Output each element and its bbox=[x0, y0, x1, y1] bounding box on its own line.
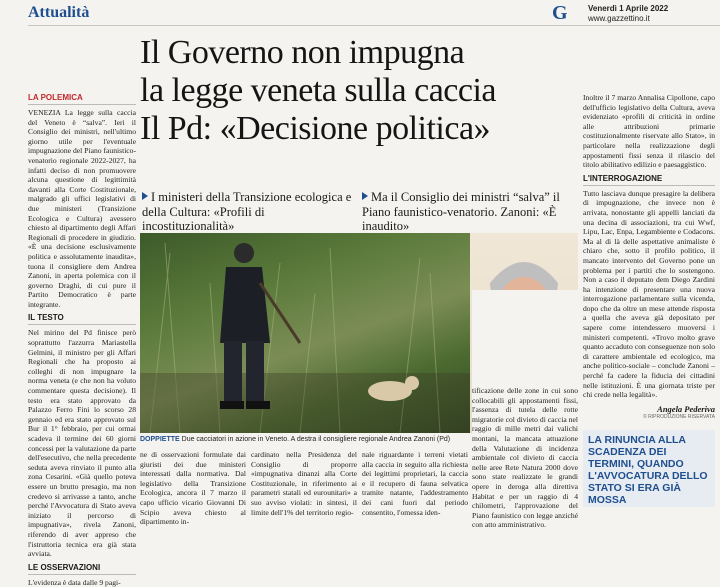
divider bbox=[28, 104, 136, 105]
kicker-testo: IL TESTO bbox=[28, 313, 64, 323]
subhead-left: I ministeri della Transizione ecologica e della Cultura: «Profili di incostituzionalità» bbox=[142, 190, 352, 233]
subhead-right: Ma il Consiglio dei ministri “salva” il Piano faunistico-venatorio. Zanoni: «È inaudito» bbox=[362, 190, 560, 233]
issue-date: Venerdì 1 Aprile 2022 bbox=[588, 4, 669, 13]
hunters-illustration bbox=[140, 233, 470, 433]
paragraph: nale riguardante i terreni vietati alla caccia in seguito alla richiesta dei legittimi proprietari, la caccia e il recupero di fauna selvatica tramite natante, l'addestramento dei cani fuori dal periodo consentito, l'omessa iden- bbox=[362, 450, 468, 517]
headline-line-1: Il Governo non impugna bbox=[140, 34, 465, 71]
header-rule bbox=[28, 25, 720, 26]
kicker-osservazioni: LE OSSERVAZIONI bbox=[28, 562, 101, 572]
paragraph: cardinato nella Presidenza del Consiglio di proporre «impugnativa dinanzi alla Corte Costituzionale, in riferimento ai parametri statali ed eurounitari» a suo avviso violati: in sintesi, il limite dell'1% del territorio regio- bbox=[251, 450, 357, 517]
kicker-polemica: LA POLEMICA bbox=[28, 93, 83, 102]
paragraph: Inoltre il 7 marzo Annalisa Cipollone, capo dell'ufficio legislativo della Cultura, aveva evidenziato «profili di criticità in ordine alle attribuzioni primarie costituzionalmente riservate allo Stato», in particolare nella realizzazione degli appostamenti fissi senza il rilascio del titolo abilitativo edilizio e paesaggistico. bbox=[583, 93, 715, 170]
divider bbox=[28, 574, 136, 575]
headline-line-3: Il Pd: «Decisione politica» bbox=[140, 110, 491, 147]
right-column bbox=[583, 93, 715, 420]
gazzettino-logo: G bbox=[552, 2, 568, 24]
pull-quote: LA RINUNCIA ALLA SCADENZA DEI TERMINI, QUANDO L'AVVOCATURA DELLO STATO SI ERA GIÀ MOSSA bbox=[588, 434, 708, 506]
caption-text: Due cacciatori in azione in Veneto. A destra il consigliere regionale Andrea Zanoni (Pd) bbox=[181, 436, 451, 443]
paragraph: L'evidenza è data dalle 9 pagi- bbox=[28, 577, 121, 587]
rights-notice: © RIPRODUZIONE RISERVATA bbox=[643, 413, 715, 420]
site-url[interactable]: www.gazzettino.it bbox=[588, 14, 650, 23]
triangle-bullet-icon bbox=[362, 192, 368, 200]
section-title: Attualità bbox=[28, 4, 90, 21]
triangle-bullet-icon bbox=[142, 192, 148, 200]
headline bbox=[140, 34, 570, 148]
author-name: Angela Pederiva bbox=[657, 403, 715, 414]
paragraph: tificazione delle zone in cui sono collocabili gli appostamenti fissi, l'assenza di tutela delle rotte migratorie col divieto di caccia nel raggio di mille metri dai valichi montani, la mancata attuazione della Valutazione di incidenza ambientale col divieto di caccia nelle aree Rete Natura 2000 dove sono state realizzate le grandi opere in deroga alla direttiva Habitat e per un raggio di 4 chilometri, l'approvazione del Piano faunistico con legge anziché con atto amministrativo. bbox=[472, 290, 578, 530]
kicker-interrogazione: L'INTERROGAZIONE bbox=[583, 173, 663, 183]
masthead-info bbox=[588, 4, 668, 24]
paragraph: Tutto lasciava dunque presagire la delibera di impugnazione, che invece non è arrivata, nonostante gli appelli lanciati da una decina di associazioni, tra cui Wwf, Lipu, Lac, Enpa, Legambiente e Codacons. Ma al di là delle aspettative animaliste è chiaro che, sotto il profilo politico, il mancato intervento del Governo pone un problema per i partiti che lo sostengono. Non a caso il deputato dem Diego Zardini ha intenzione di presentare una nuova interrogazione parlamentare sulla vicenda, dopo che da oltre un mese attende risposta a quella che aveva già depositato per sapere come intendessero muoversi i ministeri competenti. «Trovo molto grave quanto accaduto con conseguenze non solo di carattere ambientale ed ecologico, ma anche politico-sociale – conclude Zanoni – perché fa cadere la fiducia dei cittadini nelle istituzioni. È una giornata triste per chi crede nella legalità». bbox=[583, 188, 715, 400]
paragraph: ne di osservazioni formulate dai giuristi dei due ministeri interessati dalla normativa. Dal legislativo della Transizione Ecologica, ancora il 7 marzo il capo ufficio vicario Giovanni Di Scipio aveva chiesto al dipartimento in- bbox=[140, 450, 246, 527]
hunters-photo bbox=[140, 233, 470, 433]
left-column bbox=[28, 93, 136, 587]
paragraph: VENEZIA La legge sulla caccia del Veneto è “salva”. Ieri il Consiglio dei ministri, nell'ultimo giorno utile per l'eventuale impugnazione del Piano faunistico-venatorio regionale 2022-2027, ha infatti deciso di non promuovere alcuna questione di legittimità davanti alla Corte Costituzionale, malgrado gli uffici legislativi di due ministeri (Transizione Ecologica e Cultura) avessero chiesto al dipartimento degli Affari Regionali di procedere in giudizio. «È una decisione esclusivamente politica e assolutamente inaudita», tuona il consigliere dem Andrea Zanoni, in aperta polemica con il governo Draghi, di cui pure il Partito Democratico è parte integrante. bbox=[28, 108, 136, 309]
paragraph: Nel mirino del Pd finisce però soprattutto l'azzurra Mariastella Gelmini, il ministro per gli Affari Regionali che ha proposto ai colleghi di non impugnare la norma veneta (e che non ha voluto commentare questa decisione). Il testo era stato approvato da Palazzo Ferro Fini lo scorso 28 gennaio ed era stato approvato sul Bur il 1° febbraio, per cui ormai scadeva il termine dei 60 giorni concessi per la valutazione da parte dell'esecutivo, che nella precedente seduta aveva rinviato il punto alla zona Cesarini. «Già quello poteva essere un brutto presagio, ma non credevo si arrivasse a tanto, anche perché l'Avvocatura di Stato aveva iniziato il percorso di impugnativa», rivela Zanoni, riferendo di aver appreso che l'istruttoria tecnica era già stata avviata. bbox=[28, 328, 136, 559]
caption-label: DOPPIETTE bbox=[140, 436, 180, 443]
divider bbox=[28, 324, 136, 325]
divider bbox=[583, 185, 715, 186]
headline-line-2: la legge veneta sulla caccia bbox=[140, 72, 496, 109]
